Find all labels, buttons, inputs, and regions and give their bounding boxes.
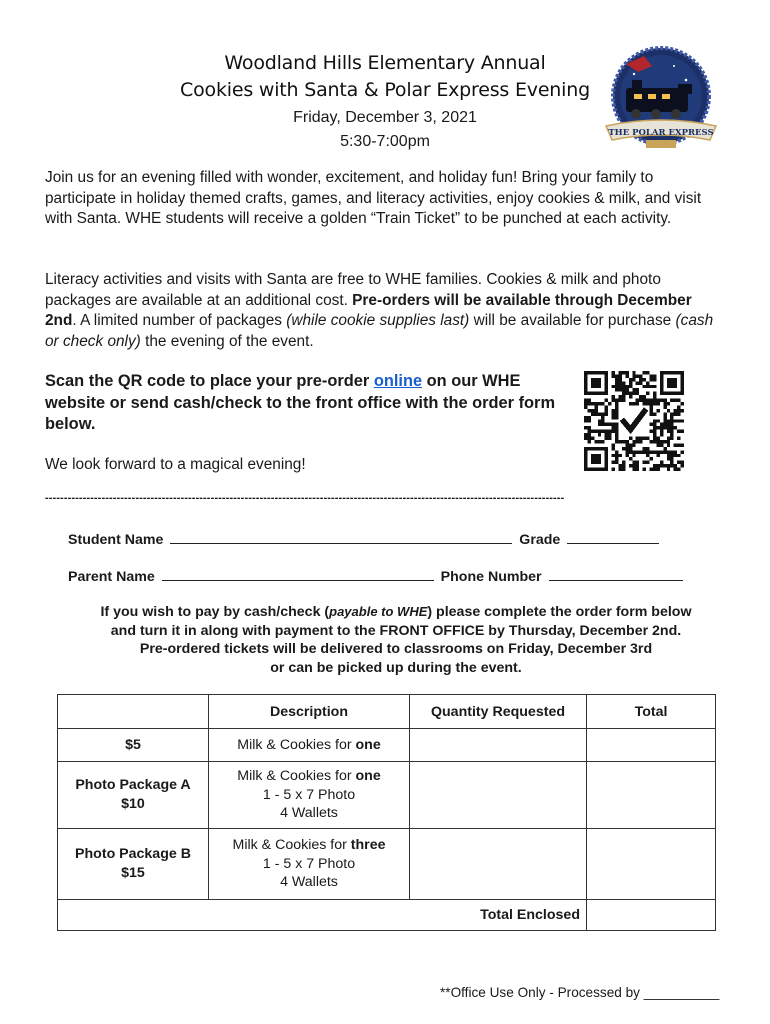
header-quantity: Quantity Requested — [410, 695, 587, 729]
instruction-line-4: or can be picked up during the event. — [270, 659, 522, 676]
pricing-text-a: Literacy activities and visits with Santa are free to WHE families. Cookies & milk and photo packages are available at an additional cost. — [45, 271, 661, 309]
student-name-field[interactable] — [170, 530, 512, 544]
pricing-text-c: . A limited number of packages — [72, 312, 287, 330]
total-enclosed-label: Total Enclosed — [58, 900, 587, 931]
item-description: Milk & Cookies for one — [209, 729, 410, 762]
order-instructions — [40, 603, 752, 677]
phone-label: Phone Number — [440, 569, 542, 585]
intro-paragraph: Join us for an evening filled with wonder, excitement, and holiday fun! Bring your family to participate in holiday themed crafts, games, and literacy activities, enjoy cookies & milk, and visit with Santa. WHE students will receive a golden “Train Ticket” to be punched at each activity. — [45, 169, 702, 228]
phone-number-field[interactable] — [549, 567, 683, 581]
parent-phone-row — [68, 567, 686, 585]
table-row — [58, 729, 716, 762]
scan-text-after: on our WHE website or send cash/check to the front office with the order form below. — [45, 372, 556, 433]
supplies-note: (while cookie supplies last) — [286, 312, 470, 330]
scan-text-before: Scan the QR code to place your pre-order — [45, 372, 374, 390]
parent-name-field[interactable] — [162, 567, 434, 581]
table-row — [58, 829, 716, 900]
item-price: Photo Package B $15 — [58, 829, 209, 900]
qr-code-icon[interactable] — [584, 371, 684, 471]
grade-field[interactable] — [567, 530, 659, 544]
table-row — [58, 762, 716, 829]
title-line-2: Cookies with Santa & Polar Express Evening — [180, 79, 590, 101]
instruction-line-3: Pre-ordered tickets will be delivered to classrooms on Friday, December 3rd — [139, 641, 653, 658]
preorder-deadline: Pre-orders will be available through December 2nd — [45, 291, 692, 330]
closing-line: We look forward to a magical evening! — [45, 456, 306, 473]
student-grade-row — [68, 530, 662, 548]
total-row — [58, 900, 716, 931]
item-price: $5 — [58, 729, 209, 762]
header-description: Description — [209, 695, 410, 729]
item-description: Milk & Cookies for three 1 - 5 x 7 Photo 4 Wallets — [209, 829, 410, 900]
logo-banner-text: THE POLAR EXPRESS — [608, 128, 714, 138]
total-enclosed-cell[interactable] — [587, 900, 716, 931]
polar-express-badge-icon — [604, 44, 718, 156]
online-link[interactable]: online — [373, 372, 423, 390]
title-line-1: Woodland Hills Elementary Annual — [224, 52, 546, 74]
event-time: 5:30-7:00pm — [340, 133, 430, 150]
total-cell[interactable] — [587, 762, 716, 829]
table-header-row — [58, 695, 716, 729]
payable-to: payable to WHE — [329, 604, 428, 619]
pricing-paragraph — [45, 270, 715, 352]
student-name-label: Student Name — [68, 532, 164, 548]
item-price: Photo Package A $10 — [58, 762, 209, 829]
header-item — [58, 695, 209, 729]
quantity-cell[interactable] — [410, 829, 587, 900]
quantity-cell[interactable] — [410, 762, 587, 829]
pricing-text-g: the evening of the event. — [140, 332, 314, 350]
pricing-text-e: will be available for purchase — [469, 312, 676, 330]
payment-note: (cash or check only) — [45, 312, 714, 350]
instruction-line-2: and turn it in along with payment to the FRONT OFFICE by Thursday, December 2nd. — [110, 622, 682, 639]
event-date: Friday, December 3, 2021 — [293, 109, 477, 126]
office-use-note: **Office Use Only - Processed by __________ — [440, 985, 720, 1000]
total-cell[interactable] — [587, 729, 716, 762]
item-description: Milk & Cookies for one 1 - 5 x 7 Photo 4 Wallets — [209, 762, 410, 829]
quantity-cell[interactable] — [410, 729, 587, 762]
instruction-line-1: If you wish to pay by cash/check (payable to WHE) please complete the order form below — [100, 604, 692, 620]
total-cell[interactable] — [587, 829, 716, 900]
cut-line: ------------------------------------------------------------------------------------------------------------------------------------------ — [45, 492, 565, 504]
order-table — [57, 694, 716, 931]
scan-instructions — [45, 371, 565, 436]
grade-label: Grade — [519, 532, 561, 548]
header-total: Total — [587, 695, 716, 729]
parent-name-label: Parent Name — [68, 569, 155, 585]
